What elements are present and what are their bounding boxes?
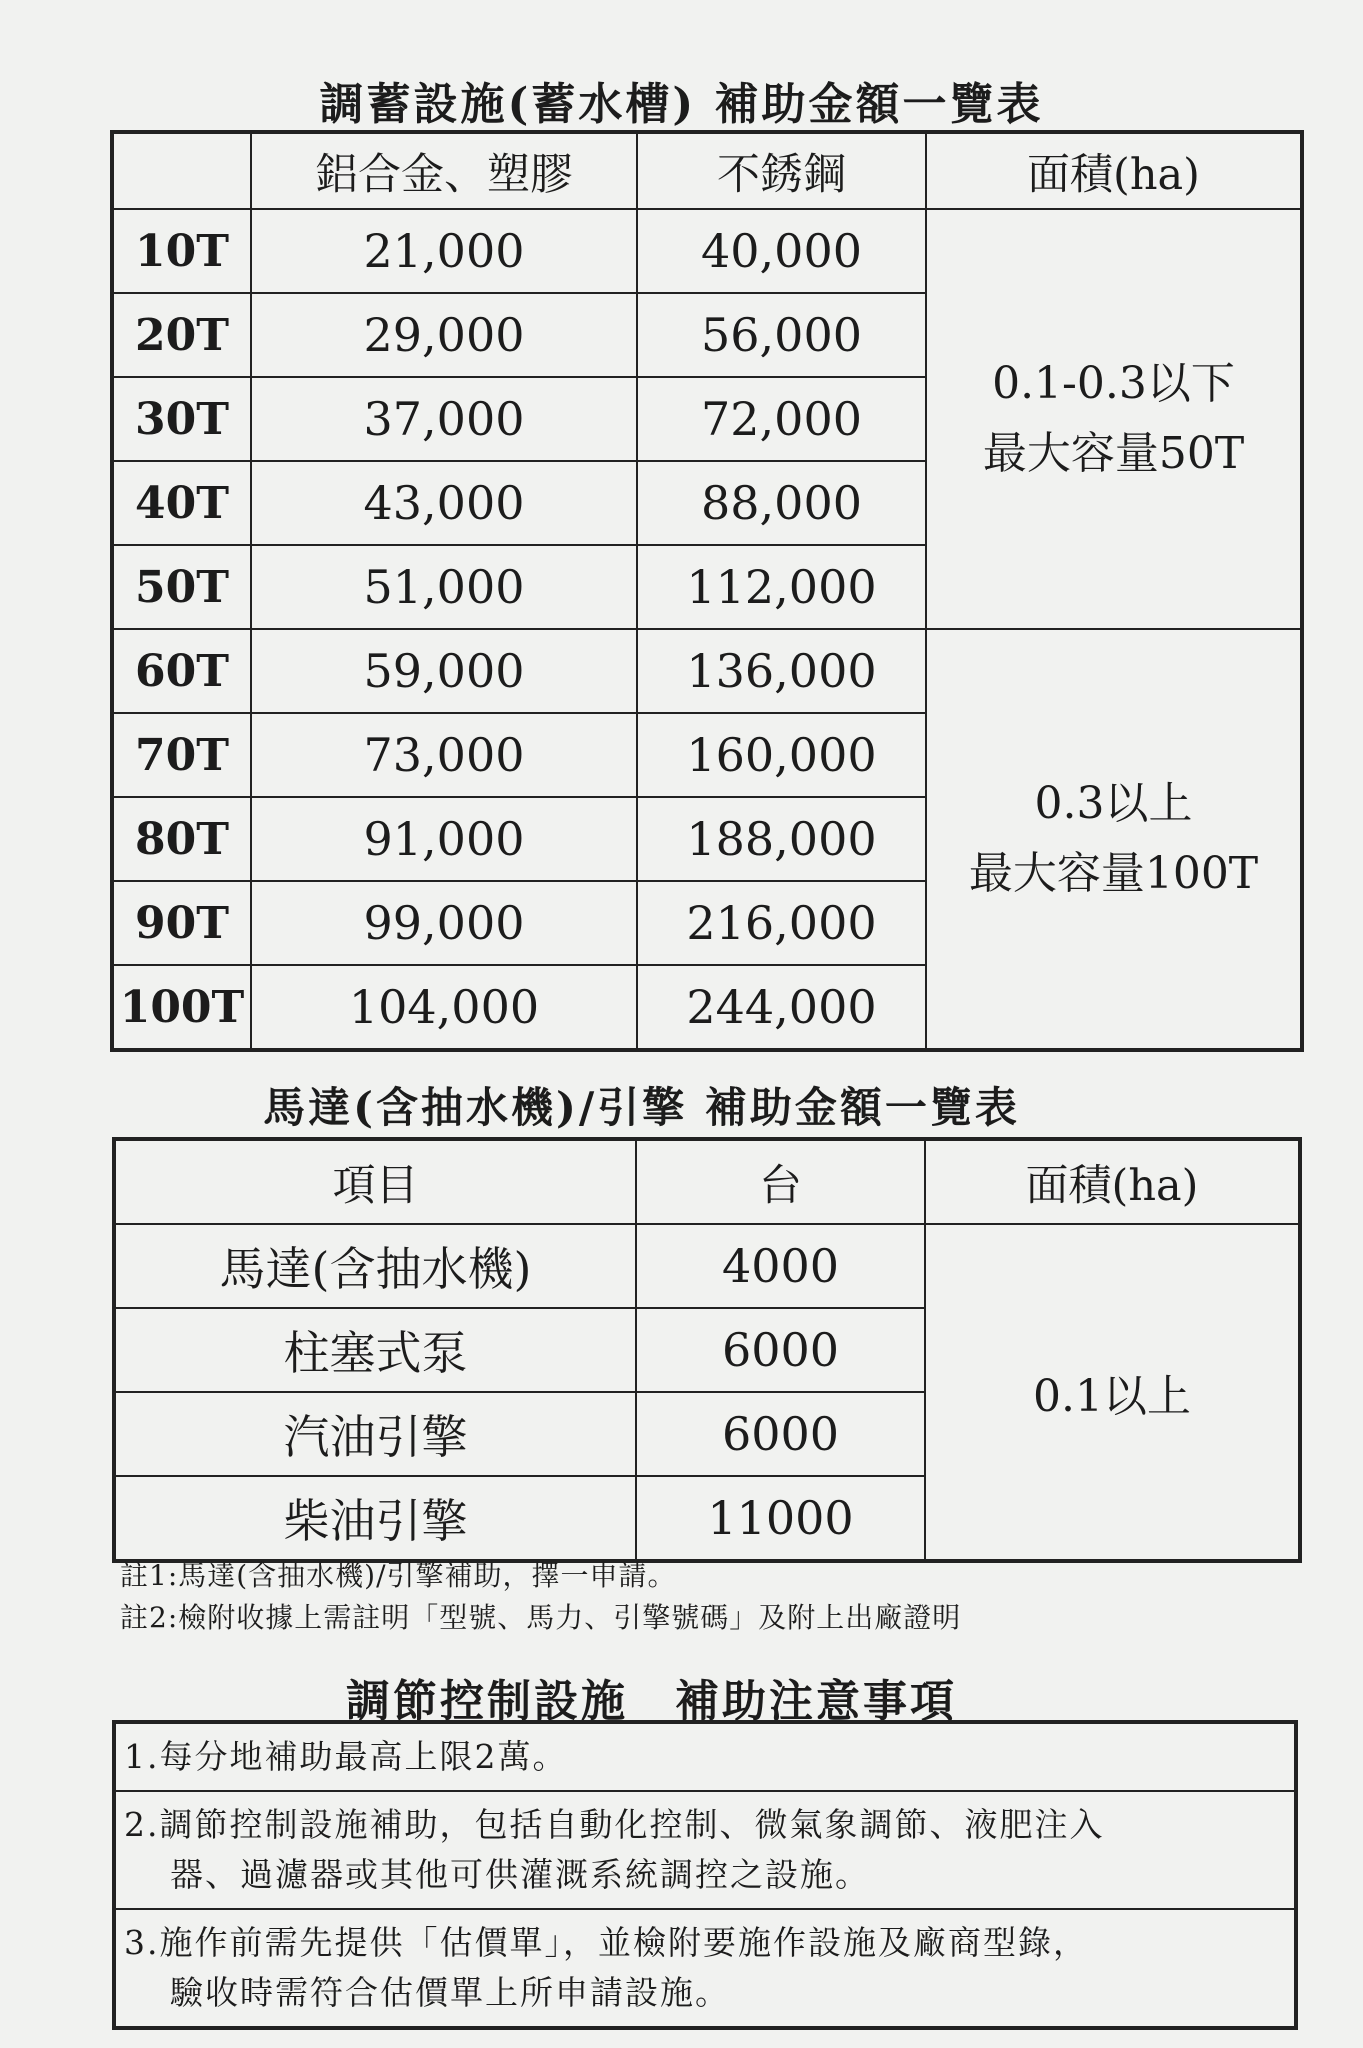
header-area: 面積(ha) <box>925 1139 1300 1224</box>
aluminum-price-cell: 59,000 <box>251 629 637 713</box>
max-capacity-text: 最大容量100T <box>968 848 1259 899</box>
header-item: 項目 <box>114 1139 636 1224</box>
capacity-cell: 60T <box>112 629 251 713</box>
header-aluminum-plastic: 鋁合金、塑膠 <box>251 132 637 209</box>
capacity-cell: 40T <box>112 461 251 545</box>
steel-price-cell: 56,000 <box>637 293 926 377</box>
aluminum-price-cell: 91,000 <box>251 797 637 881</box>
area-group-1 <box>926 209 1302 629</box>
capacity-cell: 90T <box>112 881 251 965</box>
amount-cell: 4000 <box>636 1224 925 1308</box>
notice-text: 1.每分地補助最高上限2萬。 <box>124 1737 568 1776</box>
steel-price-cell: 88,000 <box>637 461 926 545</box>
item-name-cell: 柴油引擎 <box>114 1476 636 1561</box>
area-range-text: 0.3以上 <box>1034 778 1193 829</box>
motor-subsidy-title: 馬達(含抽水機)/引擎 補助金額一覽表 <box>263 1083 1020 1132</box>
amount-cell: 11000 <box>636 1476 925 1561</box>
header-area: 面積(ha) <box>926 132 1302 209</box>
table-header-row <box>112 132 1302 209</box>
notice-text: 2.調節控制設施補助，包括自動化控制、微氣象調節、液肥注入 <box>124 1805 1105 1844</box>
aluminum-price-cell: 99,000 <box>251 881 637 965</box>
steel-price-cell: 112,000 <box>637 545 926 629</box>
notice-text-continued: 器、過濾器或其他可供灌溉系統調控之設施。 <box>170 1855 870 1894</box>
aluminum-price-cell: 104,000 <box>251 965 637 1050</box>
notice-item <box>114 1722 1296 1791</box>
item-name-cell: 汽油引擎 <box>114 1392 636 1476</box>
amount-cell: 6000 <box>636 1392 925 1476</box>
capacity-cell: 50T <box>112 545 251 629</box>
capacity-cell: 10T <box>112 209 251 293</box>
aluminum-price-cell: 43,000 <box>251 461 637 545</box>
footnote-1: 註1:馬達(含抽水機)/引擎補助，擇一申請。 <box>120 1559 677 1592</box>
capacity-cell: 80T <box>112 797 251 881</box>
notice-item <box>114 1791 1296 1909</box>
capacity-cell: 20T <box>112 293 251 377</box>
storage-subsidy-title: 調蓄設施(蓄水槽) 補助金額一覽表 <box>319 79 1044 130</box>
area-cell: 0.1以上 <box>925 1224 1300 1561</box>
aluminum-price-cell: 37,000 <box>251 377 637 461</box>
capacity-cell: 30T <box>112 377 251 461</box>
notice-item <box>114 1909 1296 2028</box>
capacity-cell: 70T <box>112 713 251 797</box>
amount-cell: 6000 <box>636 1308 925 1392</box>
header-unit: 台 <box>636 1139 925 1224</box>
capacity-cell: 100T <box>112 965 251 1050</box>
area-range-text: 0.1-0.3以下 <box>992 358 1235 409</box>
steel-price-cell: 244,000 <box>637 965 926 1050</box>
item-name-cell: 柱塞式泵 <box>114 1308 636 1392</box>
table-header-row <box>114 1139 1300 1224</box>
aluminum-price-cell: 73,000 <box>251 713 637 797</box>
control-notice-title: 調節控制設施 補助注意事項 <box>346 1676 957 1727</box>
control-notice-box <box>112 1720 1298 2030</box>
table-row <box>112 209 1302 293</box>
table-row <box>112 629 1302 713</box>
steel-price-cell: 40,000 <box>637 209 926 293</box>
aluminum-price-cell: 21,000 <box>251 209 637 293</box>
storage-subsidy-table <box>110 130 1304 1052</box>
steel-price-cell: 216,000 <box>637 881 926 965</box>
footnotes <box>120 1555 961 1639</box>
steel-price-cell: 188,000 <box>637 797 926 881</box>
footnote-2: 註2:檢附收據上需註明「型號、馬力、引擎號碼」及附上出廠證明 <box>120 1601 962 1634</box>
header-stainless-steel: 不銹鋼 <box>637 132 926 209</box>
steel-price-cell: 136,000 <box>637 629 926 713</box>
table-row <box>114 1224 1300 1308</box>
steel-price-cell: 160,000 <box>637 713 926 797</box>
item-name-cell: 馬達(含抽水機) <box>114 1224 636 1308</box>
steel-price-cell: 72,000 <box>637 377 926 461</box>
max-capacity-text: 最大容量50T <box>982 428 1245 479</box>
header-capacity <box>112 132 251 209</box>
area-group-2 <box>926 629 1302 1050</box>
aluminum-price-cell: 51,000 <box>251 545 637 629</box>
notice-text-continued: 驗收時需符合估價單上所申請設施。 <box>170 1973 730 2012</box>
motor-subsidy-table <box>112 1137 1302 1563</box>
aluminum-price-cell: 29,000 <box>251 293 637 377</box>
notice-text: 3.施作前需先提供「估價單」，並檢附要施作設施及廠商型錄， <box>124 1923 1088 1962</box>
